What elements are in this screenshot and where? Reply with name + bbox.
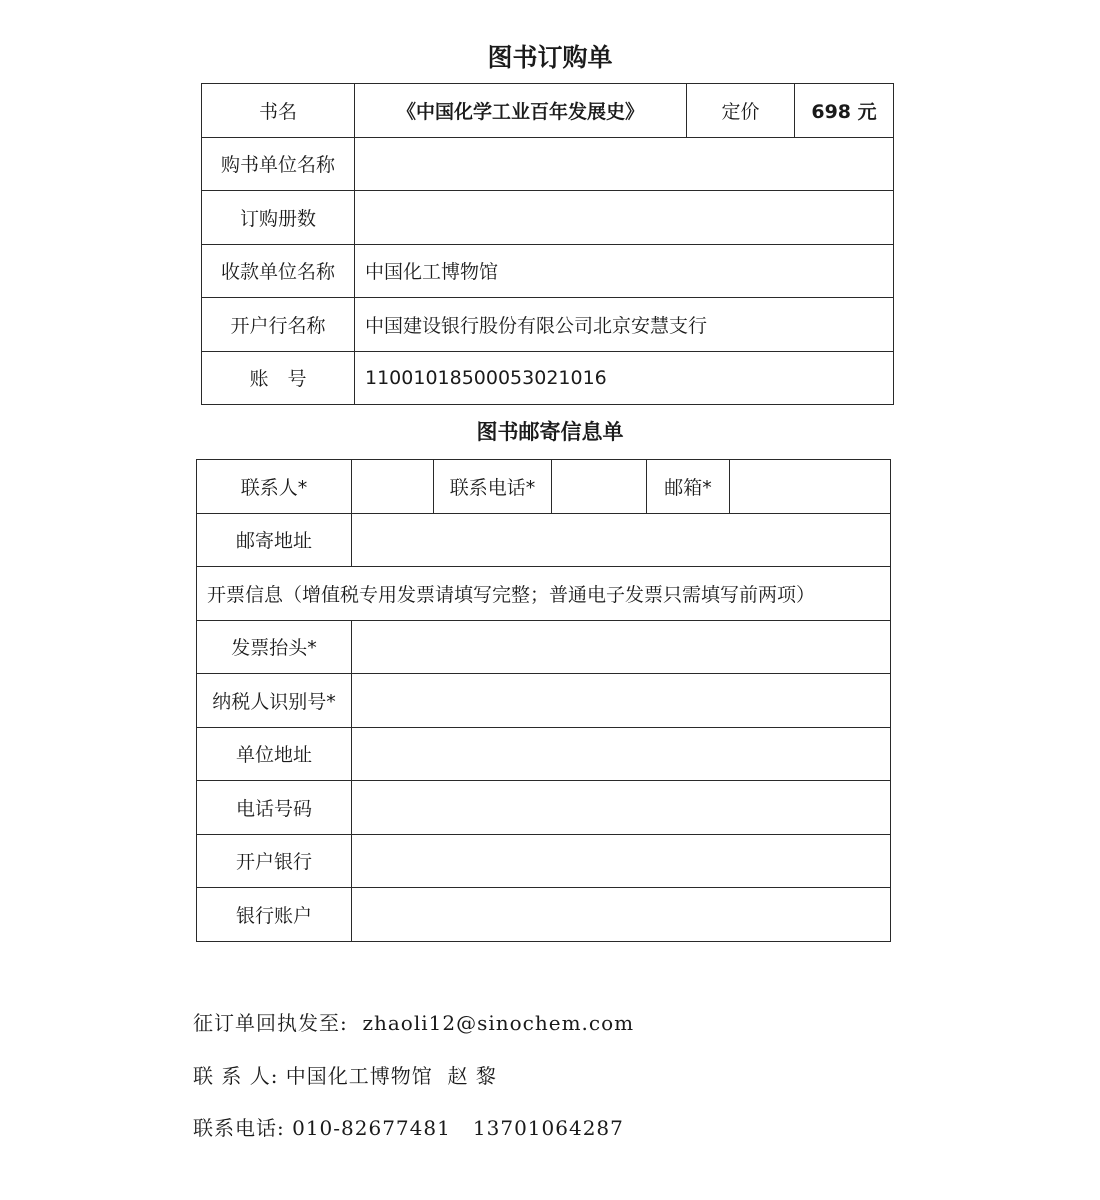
price-value: 698 元 bbox=[795, 84, 894, 138]
table-row bbox=[202, 298, 894, 352]
footer-return-email: 征订单回执发至: zhaoli12@sinochem.com bbox=[193, 1011, 635, 1035]
company-address-label: 单位地址 bbox=[197, 727, 352, 781]
taxpayer-id-field[interactable] bbox=[352, 674, 891, 728]
company-address-field[interactable] bbox=[352, 727, 891, 781]
footer-contact-phone: 联系电话: 010-82677481 13701064287 bbox=[193, 1116, 624, 1140]
table-row bbox=[197, 727, 891, 781]
quantity-field[interactable] bbox=[355, 191, 894, 245]
payee-label: 收款单位名称 bbox=[202, 244, 355, 298]
order-form-title: 图书订购单 bbox=[487, 43, 613, 72]
table-row bbox=[202, 244, 894, 298]
taxpayer-id-label: 纳税人识别号* bbox=[197, 674, 352, 728]
payee-value: 中国化工博物馆 bbox=[355, 244, 894, 298]
quantity-label: 订购册数 bbox=[202, 191, 355, 245]
invoice-title-label: 发票抬头* bbox=[197, 620, 352, 674]
price-label: 定价 bbox=[687, 84, 795, 138]
table-row bbox=[202, 191, 894, 245]
phone-field[interactable] bbox=[552, 460, 647, 514]
table-row bbox=[202, 137, 894, 191]
book-title: 《中国化学工业百年发展史》 bbox=[355, 84, 687, 138]
table-row bbox=[197, 567, 891, 621]
bank-account-label: 银行账户 bbox=[197, 888, 352, 942]
table-row bbox=[202, 351, 894, 405]
invoice-bank-field[interactable] bbox=[352, 834, 891, 888]
telephone-label: 电话号码 bbox=[197, 781, 352, 835]
mail-address-label: 邮寄地址 bbox=[197, 513, 352, 567]
mail-form-table bbox=[196, 459, 891, 942]
table-row bbox=[202, 84, 894, 138]
invoice-info-heading: 开票信息（增值税专用发票请填写完整；普通电子发票只需填写前两项） bbox=[197, 567, 891, 621]
contact-label: 联系人* bbox=[197, 460, 352, 514]
order-form-table bbox=[201, 83, 894, 405]
buyer-unit-label: 购书单位名称 bbox=[202, 137, 355, 191]
contact-field[interactable] bbox=[352, 460, 434, 514]
bank-account-field[interactable] bbox=[352, 888, 891, 942]
buyer-unit-field[interactable] bbox=[355, 137, 894, 191]
mail-form-title: 图书邮寄信息单 bbox=[476, 420, 624, 444]
table-row bbox=[197, 620, 891, 674]
bank-name-value: 中国建设银行股份有限公司北京安慧支行 bbox=[355, 298, 894, 352]
book-name-label: 书名 bbox=[202, 84, 355, 138]
table-row bbox=[197, 834, 891, 888]
bank-name-label: 开户行名称 bbox=[202, 298, 355, 352]
footer-contact-person: 联 系 人: 中国化工博物馆 赵 黎 bbox=[193, 1064, 497, 1088]
phone-label: 联系电话* bbox=[434, 460, 552, 514]
account-label: 账 号 bbox=[202, 351, 355, 405]
table-row bbox=[197, 781, 891, 835]
mail-address-field[interactable] bbox=[352, 513, 891, 567]
email-field[interactable] bbox=[730, 460, 891, 514]
email-label: 邮箱* bbox=[647, 460, 730, 514]
telephone-field[interactable] bbox=[352, 781, 891, 835]
table-row bbox=[197, 888, 891, 942]
invoice-bank-label: 开户银行 bbox=[197, 834, 352, 888]
table-row bbox=[197, 513, 891, 567]
account-value: 11001018500053021016 bbox=[355, 351, 894, 405]
invoice-title-field[interactable] bbox=[352, 620, 891, 674]
table-row bbox=[197, 674, 891, 728]
table-row bbox=[197, 460, 891, 514]
